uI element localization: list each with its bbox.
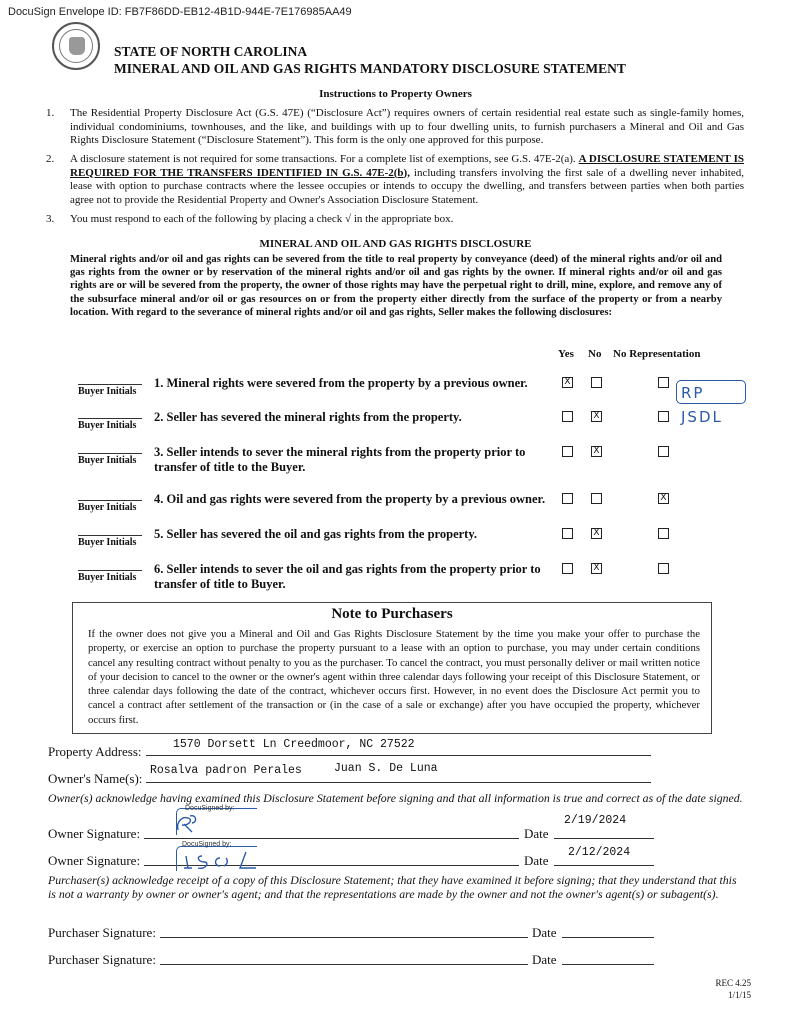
docusign-envelope-id: DocuSign Envelope ID: FB7F86DD-EB12-4B1D-944E-7E176985AA49 — [8, 6, 352, 18]
purchaser-signature-label-1: Purchaser Signature: — [48, 925, 156, 940]
buyer-initials-line-4[interactable] — [78, 500, 142, 501]
note-text: If the owner does not give you a Mineral and Oil and Gas Rights Disclosure Statement by the time you make your offer to purchase the property, or exercise an option to purchase the property pursuant to a lease with an option to purchase, you may under certain conditions cancel any resulting contract without penalty to you as the purchaser. To cancel the contract, you must personally deliver or mail written notice of your decision to cancel to the owner or the owner's agent within three calendar days following your receipt of this Disclosure Statement, or three calendar days following the date of the contract, whichever occurs first. However, in no event does the Disclosure Act permit you to cancel a contract after settlement of the transaction or (in the case of a sale or exchange) after you have occupied the property, whichever occurs first. — [88, 628, 700, 726]
buyer-initials-label-2: Buyer Initials — [78, 420, 137, 431]
owner-name-1[interactable]: Rosalva padron Perales — [150, 764, 302, 777]
question-2-norep-checkbox[interactable] — [658, 411, 669, 422]
question-2-no-checkbox[interactable]: X — [591, 411, 602, 422]
question-5-norep-checkbox[interactable] — [658, 528, 669, 539]
buyer-initials-line-5[interactable] — [78, 535, 142, 536]
instruction-2: A disclosure statement is not required for some transactions. For a complete list of exemptions, see G.S. 47E-2(a). A DISCLOSURE STATEMENT IS REQUIRED FOR THE TRANSFERS IDENTIFIED IN G.S. 47E-2(b), including transfers involving the first sale of a dwelling never inhabited, lease with option to purchase contracts where the lessee occupies or intends to occupy the dwelling, and transfers between parties when both parties agree not to provide the Residential Property and Owner's Association Disclosure Statement. — [70, 153, 744, 206]
question-3-no-checkbox[interactable]: X — [591, 446, 602, 457]
purchaser-signature-line-2[interactable] — [160, 962, 528, 965]
owner-signature-line-1 — [144, 836, 519, 839]
question-5-yes-checkbox[interactable] — [562, 528, 573, 539]
question-4: 4. Oil and gas rights were severed from the property by a previous owner. — [154, 492, 546, 506]
disclosure-required-notice: A DISCLOSURE STATEMENT IS REQUIRED FOR THE TRANSFERS IDENTIFIED IN G.S. 47E-2(b), — [70, 153, 744, 179]
question-5: 5. Seller has severed the oil and gas rights from the property. — [154, 527, 478, 541]
instructions-heading: Instructions to Property Owners — [319, 88, 472, 100]
question-1-norep-checkbox[interactable] — [658, 377, 669, 388]
buyer-initials-label-4: Buyer Initials — [78, 502, 137, 513]
owner-signature-date-1[interactable]: 2/19/2024 — [564, 814, 627, 827]
property-address-line — [146, 753, 651, 756]
instruction-3: You must respond to each of the following by placing a check √ in the appropriate box. — [70, 213, 454, 225]
form-revision-date: 1/1/15 — [727, 990, 751, 1000]
buyer-initials-label-6: Buyer Initials — [78, 572, 137, 583]
owner-signature-1[interactable] — [174, 812, 204, 834]
question-6: 6. Seller intends to sever the oil and gas rights from the property prior to transfer of title to Buyer. — [154, 562, 541, 591]
column-yes: Yes — [558, 348, 574, 360]
docusigned-by-label-1: DocuSigned by: — [185, 805, 235, 812]
date-line-2 — [554, 863, 654, 866]
question-3-norep-checkbox[interactable] — [658, 446, 669, 457]
question-1-no-checkbox[interactable] — [591, 377, 602, 388]
initials-stamp: RP JSDL — [676, 380, 746, 404]
question-4-yes-checkbox[interactable] — [562, 493, 573, 504]
state-title: STATE OF NORTH CAROLINA — [114, 44, 308, 59]
owners-name-line — [146, 780, 651, 783]
date-line-1 — [554, 836, 654, 839]
property-address-label: Property Address: — [48, 744, 142, 759]
owner-acknowledgement: Owner(s) acknowledge having examined this Disclosure Statement before signing and that all information is true and correct as of the date signed. — [48, 791, 743, 805]
question-4-norep-checkbox[interactable]: X — [658, 493, 669, 504]
docusigned-by-label-2: DocuSigned by: — [182, 841, 232, 848]
question-2: 2. Seller has severed the mineral rights from the property. — [154, 410, 462, 424]
purchaser-date-label-2: Date — [532, 952, 557, 967]
question-4-no-checkbox[interactable] — [591, 493, 602, 504]
purchaser-date-line-1[interactable] — [562, 935, 654, 938]
nc-real-estate-commission-seal-icon — [52, 22, 100, 70]
owner-name-2[interactable]: Juan S. De Luna — [334, 762, 438, 775]
disclosure-heading: MINERAL AND OIL AND GAS RIGHTS DISCLOSURE — [259, 238, 532, 250]
buyer-initials-label-1: Buyer Initials — [78, 386, 137, 397]
owner-signature-label-1: Owner Signature: — [48, 826, 141, 841]
purchaser-date-label-1: Date — [532, 925, 557, 940]
buyer-initials-line-3[interactable] — [78, 453, 142, 454]
purchaser-acknowledgement: Purchaser(s) acknowledge receipt of a copy of this Disclosure Statement; that they have examined it before signing; that they understand that this is not a warranty by owner or owner's agent; and that the representations are made by the owner and not the owner's agent(s) or subagent(s). — [48, 873, 737, 901]
question-1-yes-checkbox[interactable]: X — [562, 377, 573, 388]
buyer-initials-label-3: Buyer Initials — [78, 455, 137, 466]
instruction-number-3: 3. — [46, 213, 55, 225]
property-address-field[interactable]: 1570 Dorsett Ln Creedmoor, NC 27522 — [173, 738, 415, 751]
owners-name-label: Owner's Name(s): — [48, 771, 143, 786]
date-label-1: Date — [524, 826, 549, 841]
buyer-initials-line-1[interactable] — [78, 384, 142, 385]
question-6-yes-checkbox[interactable] — [562, 563, 573, 574]
disclosure-intro: Mineral rights and/or oil and gas rights can be severed from the title to real property by conveyance (deed) of the mineral rights and/or oil and gas rights from the owner or by reservation of the mineral rights and/or oil and gas rights by the owner. If mineral rights and/or oil and gas rights are or will be severed from the property, the owner of those rights may have the perpetual right to drill, mine, explore, and remove any of the subsurface mineral and/or oil or gas resources on or from the property either directly from the surface of the property or from a nearby location. With regard to the severance of mineral rights and/or oil and gas rights, Seller makes the following disclosures: — [70, 254, 722, 318]
question-5-no-checkbox[interactable]: X — [591, 528, 602, 539]
form-title: MINERAL AND OIL AND GAS RIGHTS MANDATORY DISCLOSURE STATEMENT — [114, 61, 626, 76]
question-3-yes-checkbox[interactable] — [562, 446, 573, 457]
question-3: 3. Seller intends to sever the mineral rights from the property prior to transfer of title to the Buyer. — [154, 445, 526, 474]
owner-signature-date-2[interactable]: 2/12/2024 — [568, 846, 631, 859]
purchaser-date-line-2[interactable] — [562, 962, 654, 965]
note-title: Note to Purchasers — [331, 606, 453, 622]
instruction-1: The Residential Property Disclosure Act (G.S. 47E) (“Disclosure Act”) requires owners of certain residential real estate such as single-family homes, individual condominiums, townhouses, and the like, and buildings with up to four dwelling units, to furnish purchasers a Mineral and Oil and Gas Rights Disclosure Statement (“Disclosure Statement”). This form is the only one approved for this purpose. — [70, 107, 744, 147]
question-6-norep-checkbox[interactable] — [658, 563, 669, 574]
question-1: 1. Mineral rights were severed from the property by a previous owner. — [154, 376, 528, 390]
question-6-no-checkbox[interactable]: X — [591, 563, 602, 574]
buyer-initials-line-2[interactable] — [78, 418, 142, 419]
column-no: No — [588, 348, 602, 360]
buyer-initials-line-6[interactable] — [78, 570, 142, 571]
date-label-2: Date — [524, 853, 549, 868]
instruction-number-2: 2. — [46, 153, 55, 165]
column-no-representation: No Representation — [613, 348, 701, 360]
purchaser-signature-line-1[interactable] — [160, 935, 528, 938]
owner-signature-2[interactable] — [180, 848, 270, 872]
buyer-initials-label-5: Buyer Initials — [78, 537, 137, 548]
question-2-yes-checkbox[interactable] — [562, 411, 573, 422]
instruction-number-1: 1. — [46, 107, 55, 119]
purchaser-signature-label-2: Purchaser Signature: — [48, 952, 156, 967]
owner-signature-label-2: Owner Signature: — [48, 853, 141, 868]
form-code: REC 4.25 — [715, 978, 751, 988]
